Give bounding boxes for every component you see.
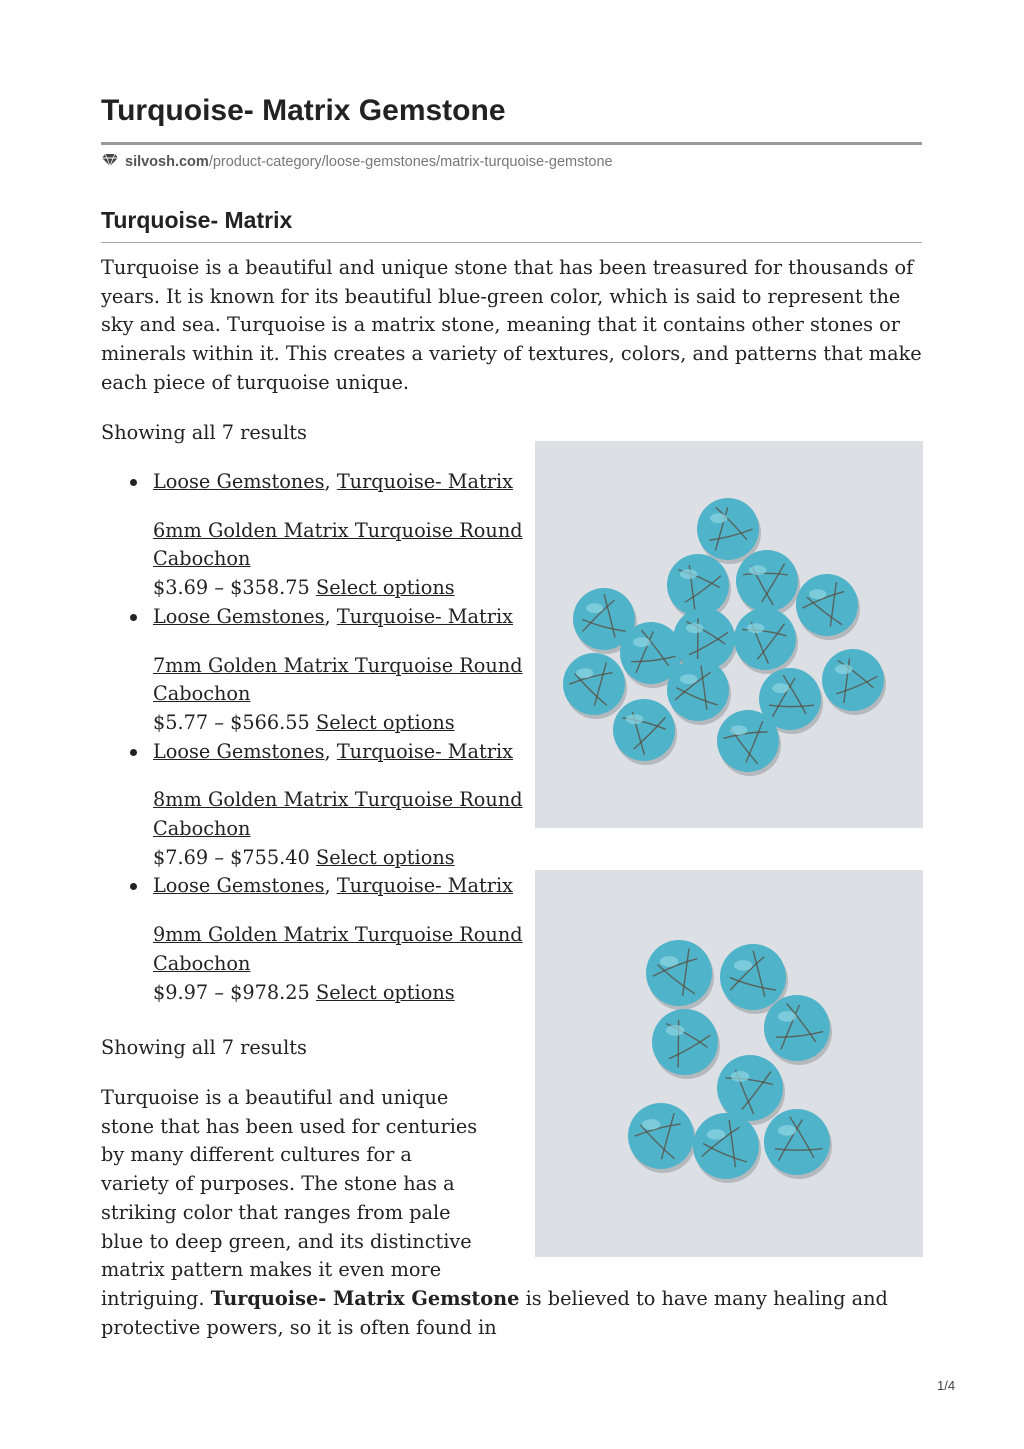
source-link[interactable] (101, 153, 613, 171)
product-price-row (153, 709, 573, 738)
product-price-row (153, 574, 573, 603)
select-options-link[interactable]: Select options (315, 710, 455, 734)
bullet (130, 479, 137, 486)
list-item (153, 738, 573, 873)
product-categories (153, 738, 573, 767)
select-options-link[interactable]: Select options (315, 980, 455, 1004)
separator: , (324, 874, 331, 898)
category-link[interactable]: Turquoise- Matrix (336, 874, 514, 898)
section-divider (101, 242, 922, 243)
price: $9.97 – $978.25 (153, 980, 310, 1004)
results-count: Showing all 7 results (101, 421, 307, 444)
category-link[interactable]: Turquoise- Matrix (336, 604, 514, 628)
product-price-row (153, 844, 573, 873)
list-item (153, 872, 573, 1007)
category-link[interactable]: Loose Gemstones (153, 874, 325, 898)
bullet (130, 883, 137, 890)
separator: , (324, 739, 331, 763)
price: $7.69 – $755.40 (153, 845, 310, 869)
product-name-link[interactable]: 6mm Golden Matrix Turquoise Round Cabochon (153, 518, 523, 571)
product-price-row (153, 979, 573, 1008)
bullet (130, 749, 137, 756)
product-image-turquoise-cabochons[interactable] (535, 441, 923, 828)
source-domain: silvosh.com (125, 154, 209, 170)
separator: , (324, 470, 331, 493)
separator: , (324, 604, 331, 628)
source-url[interactable] (125, 154, 613, 170)
diamond-icon (101, 153, 119, 171)
intro-paragraph: Turquoise is a beautiful and unique stone that has been treasured for thousands of years. It is known for its beautiful blue-green color, which is said to represent the sky and sea. Turquoise is a matrix stone, meaning that it contains other stones or minerals within it. This creates a variety of textures, colors, and patterns that make each piece of turquoise unique. (101, 256, 922, 394)
product-name-link[interactable]: 7mm Golden Matrix Turquoise Round Cabochon (153, 653, 523, 706)
category-link[interactable]: Turquoise- Matrix (336, 470, 514, 493)
bullet (130, 614, 137, 621)
product-categories (153, 468, 573, 497)
price: $5.77 – $566.55 (153, 710, 310, 734)
title-divider (101, 142, 922, 145)
results-count: Showing all 7 results (101, 1036, 307, 1059)
category-link[interactable]: Loose Gemstones (153, 470, 325, 493)
list-item (153, 603, 573, 738)
section-title: Turquoise- Matrix (101, 207, 293, 233)
select-options-link[interactable]: Select options (315, 845, 455, 869)
turquoise-photo-2 (535, 870, 923, 1257)
product-name-link[interactable]: 9mm Golden Matrix Turquoise Round Cabochon (153, 923, 523, 975)
page-title: Turquoise- Matrix Gemstone (101, 94, 506, 127)
product-name-link[interactable]: 8mm Golden Matrix Turquoise Round Cabochon (153, 788, 523, 841)
body-text-end: is believed to have many healing and protective powers, so it is often found in (101, 1286, 888, 1339)
product-categories (153, 872, 573, 901)
category-link[interactable]: Turquoise- Matrix (336, 739, 514, 763)
category-link[interactable]: Loose Gemstones (153, 604, 325, 628)
select-options-link[interactable]: Select options (315, 576, 455, 600)
product-categories (153, 603, 573, 632)
page-number: 1/4 (937, 1378, 956, 1393)
product-list (101, 468, 573, 1007)
list-item (153, 468, 573, 603)
source-path: /product-category/loose-gemstones/matrix-turquoise-gemstone (208, 154, 613, 170)
body-bold-term: Turquoise- Matrix Gemstone (210, 1286, 520, 1310)
category-link[interactable]: Loose Gemstones (153, 739, 325, 763)
price: $3.69 – $358.75 (153, 576, 310, 600)
turquoise-photo-1 (535, 441, 923, 828)
product-image-turquoise-cabochons[interactable] (535, 870, 923, 1257)
body-text-start: Turquoise is a beautiful and unique stone that has been used for centuries by many different cultures for a variety of purposes. The stone has a striking color that ranges from pale blue to deep green, and its distinctive matrix pattern makes it even more intriguing. (101, 1086, 478, 1310)
